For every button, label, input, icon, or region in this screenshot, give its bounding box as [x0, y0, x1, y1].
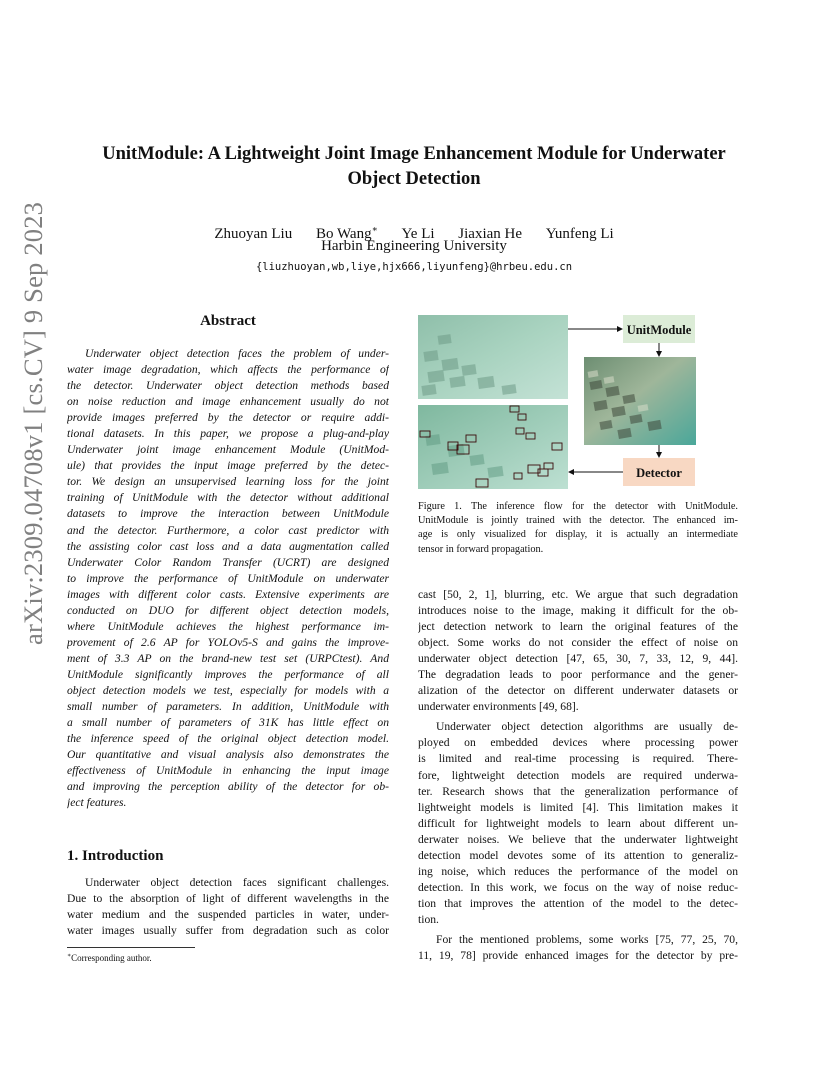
abstract-line: UnitModule significantly improves the performance of all [67, 667, 389, 681]
paragraph-2 [418, 719, 738, 928]
paper-title [60, 142, 768, 192]
body-line: ter. Research shows that the generalization performance of [418, 784, 738, 798]
unitmodule-label: UnitModule [626, 323, 692, 337]
body-line: is limited and real-time processing is required. There- [418, 752, 738, 766]
abstract-line: ule) that provides the input image preferred by the detec- [67, 459, 389, 473]
body-line: underwater environments [49, 68]. [418, 700, 579, 714]
paragraph-1 [418, 587, 738, 715]
body-line: introduces noise to the image, making it difficult for the ob- [418, 604, 738, 618]
introduction-body [67, 875, 389, 939]
abstract-line: on noise reduction and image enhancement usually do not [67, 395, 389, 409]
body-line: tion that improves the attention of the model to the detec- [418, 896, 738, 910]
abstract-line: and improving the perception ability of the detector for ob- [67, 780, 389, 794]
body-line: ject detection network to learn the original features of the [418, 620, 738, 634]
figure-1-caption [418, 500, 738, 557]
abstract-line: the inference speed of the original object detection model. [67, 732, 389, 746]
abstract-line: the detector. Underwater object detection methods based [67, 379, 389, 393]
section-heading-introduction: 1. Introduction [67, 848, 164, 864]
body-line: 11, 19, 78] provide enhanced images for the detector by pre- [418, 949, 738, 963]
abstract-line: to improve the performance of UnitModule on underwater [67, 571, 389, 585]
body-line: object. Some works do not consider the effect of noise on [418, 636, 738, 650]
arrowhead [568, 469, 574, 475]
body-line: alization of the detector on different underwater datasets or [418, 684, 738, 698]
abstract-line: water image degradation, which affects the performance of [67, 363, 389, 377]
author-2-name: Bo Wang [315, 226, 372, 242]
abstract-line: object detection models we test, especially for models with a [67, 683, 389, 697]
abstract-line: Underwater object detection faces the problem of under- [85, 347, 389, 360]
abstract-line: datasets to improve the interaction between UnitModule [67, 507, 389, 521]
author-4: Jiaxian He [458, 226, 523, 242]
body-line: cast [50, 2, 1], blurring, etc. We argue that such degradation [418, 588, 738, 601]
raw-underwater-image [418, 315, 568, 399]
title-line-2: Object Detection [347, 169, 481, 189]
body-line: underwater object detection [47, 65, 30, 7, 33, 12, 9, 44]. [418, 652, 738, 666]
caption-line: age is only visualized for display, it is actually an intermediate [418, 529, 738, 541]
intro-line: water images usually suffer from degradation such as color [67, 924, 389, 938]
abstract-line: conducted on DUO for different object detection models, [67, 603, 389, 617]
intro-line: Due to the absorption of light of different wavelengths in the [67, 892, 389, 906]
body-line: For the mentioned problems, some works [75, 77, 25, 70, [436, 932, 738, 946]
arxiv-stamp: arXiv:2309.04708v1 [cs.CV] 9 Sep 2023 [18, 201, 48, 645]
caption-line: Figure 1. The inference flow for the detector with UnitModule. [418, 501, 738, 512]
body-line: Underwater object detection algorithms are usually de- [436, 720, 738, 734]
abstract-body [67, 346, 389, 811]
affiliation: Harbin Engineering University [321, 238, 507, 254]
right-column-body [418, 587, 738, 964]
abstract-line: images with different color casts. Extensive experiments are [67, 587, 389, 601]
body-line: difficult for lightweight models to learn about different un- [418, 816, 738, 830]
author-1: Zhuoyan Liu [214, 226, 293, 242]
abstract-line: provement of 2.6 AP for YOLOv5-S and gains the improve- [67, 635, 389, 649]
abstract-line: and the detector. Furthermore, a color cast predictor with [67, 523, 389, 537]
abstract-line: Underwater joint image enhancement Module (UnitMod- [67, 443, 389, 457]
abstract-line: tor. We design an unsupervised learning loss for the joint [67, 475, 389, 489]
detector-block [623, 458, 695, 486]
abstract-line: tional datasets. In this paper, we propose a plug-and-play [67, 427, 389, 441]
body-line: The degradation leads to poor performance and the gener- [418, 668, 738, 682]
body-line: derwater noises. We believe that the underwater lightweight [418, 832, 738, 846]
title-line-1: UnitModule: A Lightweight Joint Image Enhancement Module for Underwater [102, 144, 726, 164]
footnote-text: Corresponding author. [71, 953, 152, 963]
figure-1 [418, 315, 738, 495]
author-3: Ye Li [401, 226, 435, 242]
abstract-line: Underwater Color Random Transfer (UCRT) are designed [67, 555, 389, 569]
body-line: fore, lightweight detection models are required underwa- [418, 768, 738, 782]
author-5: Yunfeng Li [545, 226, 614, 242]
abstract-line: training of UnitModule with the detector without additional [67, 491, 389, 505]
author-emails: {liuzhuoyan,wb,liye,hjx666,liyunfeng}@hrbeu.edu.cn [255, 261, 573, 273]
abstract-line: small number of parameters. In addition, UnitModule with [67, 700, 389, 714]
intro-line: Underwater object detection faces significant challenges. [85, 876, 389, 889]
enhanced-image [584, 357, 696, 445]
detection-result-image [418, 405, 568, 489]
body-line: detection model devotes some of its attention to generaliz- [418, 848, 738, 862]
unitmodule-block [623, 315, 695, 343]
intro-line: water medium and the suspended particles in water, under- [67, 908, 389, 922]
body-line: detection. In this work, we focus on the way of noise reduc- [418, 880, 738, 894]
abstract-line: ment of 3.3 AP on the brand-new test set (URPCtest). And [67, 651, 389, 665]
body-line: tion. [418, 912, 439, 926]
body-line: ing noise, which reduces the performance of the model on [418, 864, 738, 878]
abstract-line: the assisting color cast loss and a data augmentation called [67, 539, 389, 553]
abstract-line: a small number of parameters of 31K has little effect on [67, 716, 389, 730]
body-line: lightweight models is limited [4]. This limitation makes it [418, 800, 738, 814]
footnote [67, 952, 152, 963]
arrowhead [656, 452, 662, 458]
footnote-rule [67, 947, 195, 948]
abstract-heading: Abstract [200, 313, 256, 329]
abstract-line: effectiveness of UnitModule in enhancing the input image [67, 764, 389, 778]
abstract-line: Our quantitative and visual analysis also demonstrates the [67, 748, 389, 762]
abstract-line: provide images preferred by the detector or require addi- [67, 411, 389, 425]
corresponding-mark: ∗ [371, 224, 378, 234]
caption-line: tensor in forward propagation. [418, 543, 544, 555]
body-line: ployed on embedded devices where processing power [418, 736, 738, 750]
caption-line: UnitModule is jointly trained with the detector. The enhanced im- [418, 515, 738, 527]
arrowhead [617, 326, 623, 332]
paragraph-3 [418, 932, 738, 964]
arrowhead [656, 351, 662, 357]
footnote-mark: ∗ [67, 953, 72, 959]
abstract-line: ject features. [67, 796, 127, 810]
abstract-line: where UnitModule achieves the highest performance im- [67, 619, 389, 633]
detector-label: Detector [636, 466, 682, 480]
